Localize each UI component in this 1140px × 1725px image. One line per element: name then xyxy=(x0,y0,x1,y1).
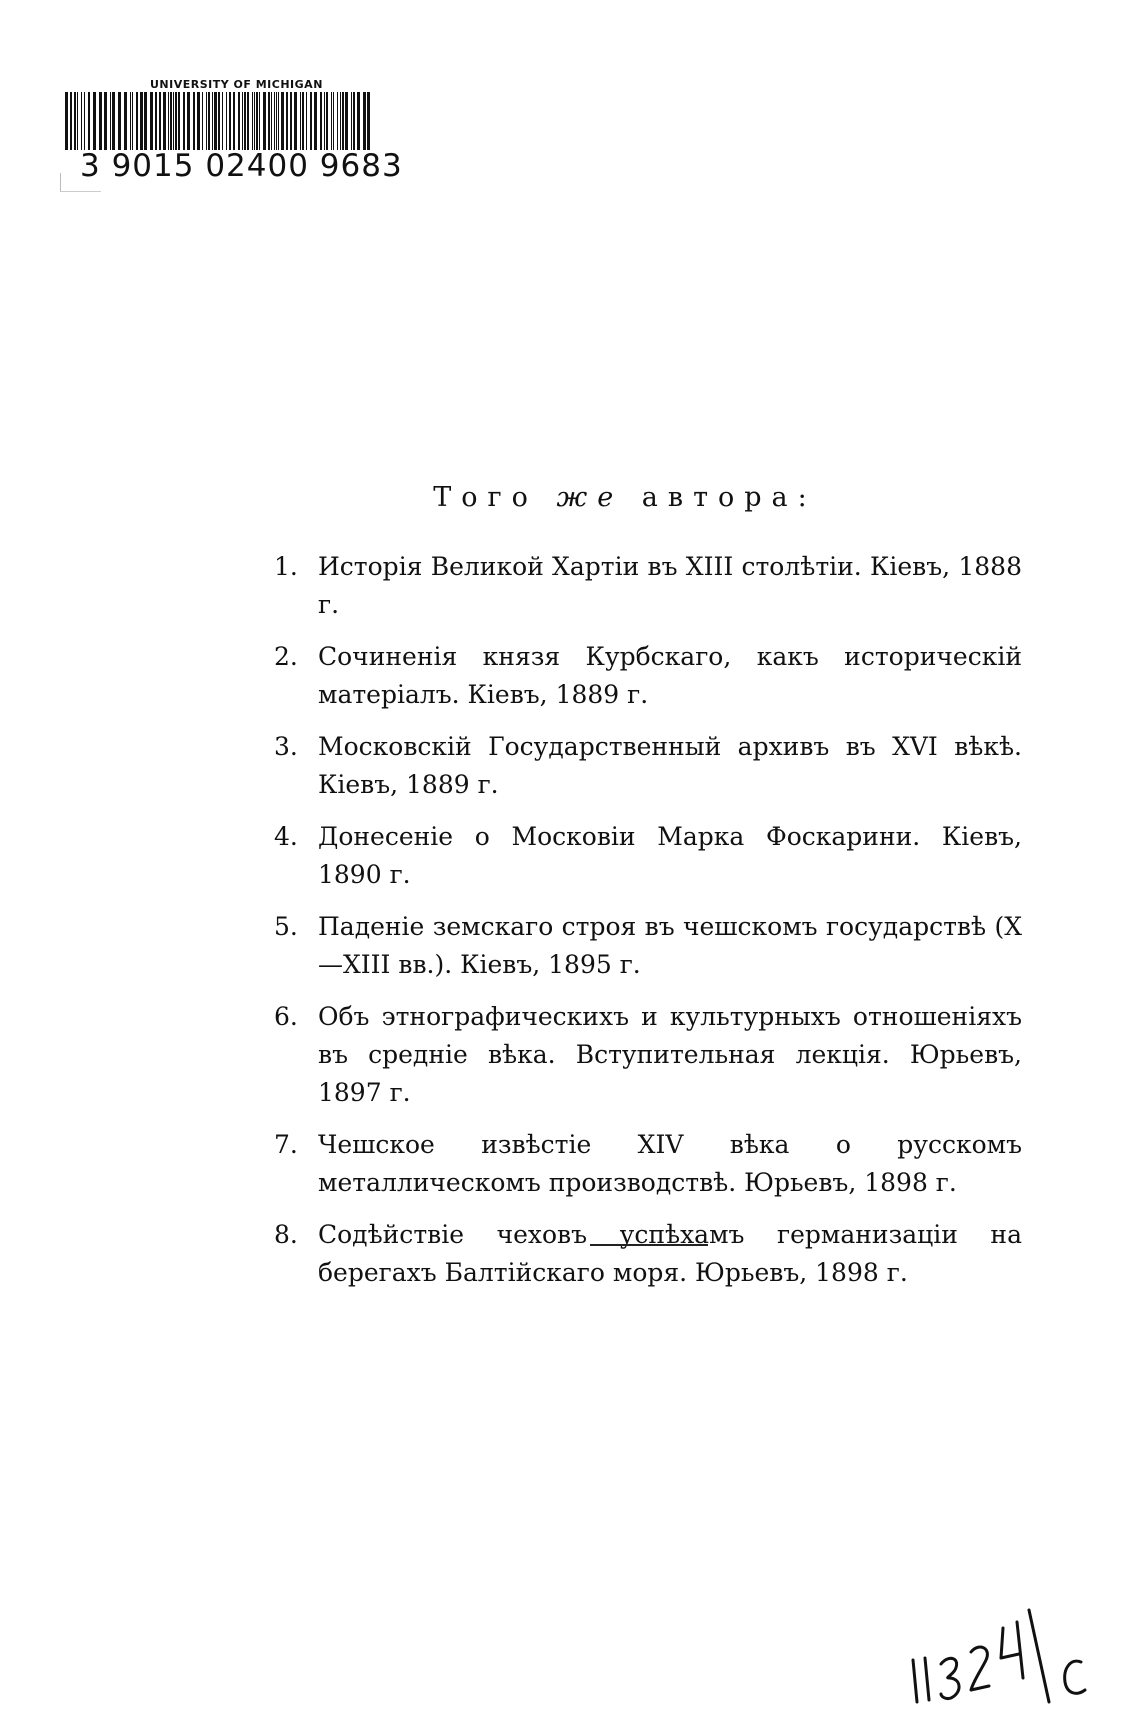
list-item xyxy=(262,638,1022,714)
barcode-bar xyxy=(340,92,341,150)
barcode-bar xyxy=(193,92,195,150)
barcode-bar xyxy=(140,92,143,150)
barcode-bar xyxy=(333,92,334,150)
item-text: Сочиненія князя Курбскаго, какъ историческій матеріалъ. Кіевъ, 1889 г. xyxy=(318,642,1022,709)
barcode-bar xyxy=(88,92,90,150)
barcode-bar xyxy=(175,92,177,150)
barcode-bar xyxy=(81,92,82,150)
barcode-bar xyxy=(202,92,203,150)
barcode-bar xyxy=(206,92,207,150)
barcode-bar xyxy=(229,92,231,150)
barcode-bar xyxy=(274,92,275,150)
item-number: 5. xyxy=(274,912,298,941)
barcode-bar xyxy=(276,92,277,150)
item-text: Паденіе земскаго строя въ чешскомъ государствѣ (X—XIII вв.). Кіевъ, 1895 г. xyxy=(318,912,1022,979)
item-number: 3. xyxy=(274,732,298,761)
barcode-bar xyxy=(286,92,288,150)
handwritten-call-number xyxy=(905,1598,1095,1708)
barcode-bar xyxy=(244,92,246,150)
barcode-bar xyxy=(155,92,157,150)
barcode-bar xyxy=(314,92,317,150)
barcode-bar xyxy=(168,92,169,150)
barcode-bars xyxy=(65,92,375,150)
barcode-bar xyxy=(65,92,68,150)
barcode-bar xyxy=(310,92,312,150)
barcode-bar xyxy=(357,92,360,150)
barcode-bar xyxy=(150,92,153,150)
list-item xyxy=(262,548,1022,624)
barcode-bar xyxy=(238,92,240,150)
barcode-bar xyxy=(367,92,370,150)
barcode-bar xyxy=(99,92,102,150)
barcode-bar xyxy=(351,92,352,150)
section-heading xyxy=(0,482,1140,513)
barcode-bar xyxy=(353,92,355,150)
barcode-bar xyxy=(132,92,133,150)
list-item xyxy=(262,908,1022,984)
label-edge xyxy=(60,173,101,192)
item-number: 1. xyxy=(274,552,298,581)
barcode-bar xyxy=(363,92,366,150)
barcode-bar xyxy=(281,92,284,150)
barcode-bar xyxy=(130,92,131,150)
heading-word-main: Того xyxy=(433,482,538,513)
barcode-bar xyxy=(110,92,111,150)
item-text: Донесеніе о Московіи Марка Фоскарини. Кіевъ, 1890 г. xyxy=(318,822,1022,889)
barcode-bar xyxy=(124,92,127,150)
barcode-bar xyxy=(256,92,258,150)
barcode-bar xyxy=(178,92,180,150)
barcode-bar xyxy=(163,92,166,150)
barcode-bar xyxy=(324,92,325,150)
barcode-bar xyxy=(326,92,328,150)
list-item xyxy=(262,1216,1022,1292)
barcode-bar xyxy=(254,92,255,150)
barcode-bar xyxy=(112,92,115,150)
barcode-bar xyxy=(93,92,96,150)
barcode-bar xyxy=(259,92,260,150)
list-item xyxy=(262,998,1022,1112)
barcode-bar xyxy=(197,92,200,150)
barcode-bar xyxy=(183,92,185,150)
barcode-bar xyxy=(302,92,304,150)
barcode-bar xyxy=(233,92,235,150)
barcode-bar xyxy=(342,92,344,150)
barcode-bar xyxy=(136,92,138,150)
barcode-bar xyxy=(242,92,243,150)
item-number: 8. xyxy=(274,1220,298,1249)
barcode-bar xyxy=(331,92,332,150)
barcode-bar xyxy=(173,92,174,150)
barcode-bar xyxy=(218,92,220,150)
barcode-bar xyxy=(84,92,85,150)
item-text: Объ этнографическихъ и культурныхъ отношеніяхъ въ средніе вѣка. Вступительная лекція. Юрьевъ, 1897 г. xyxy=(318,1002,1022,1107)
works-list xyxy=(262,548,1022,1306)
list-item xyxy=(262,1126,1022,1202)
item-text: Исторія Великой Хартіи въ XIII столѣтіи. Кіевъ, 1888 г. xyxy=(318,552,1022,619)
barcode-bar xyxy=(247,92,249,150)
barcode-bar xyxy=(294,92,297,150)
item-number: 6. xyxy=(274,1002,298,1031)
closing-rule xyxy=(590,1244,708,1246)
barcode-bar xyxy=(252,92,253,150)
barcode-bar xyxy=(337,92,338,150)
item-text: Чешское извѣстіе XIV вѣка о русскомъ металлическомъ производствѣ. Юрьевъ, 1898 г. xyxy=(318,1130,1022,1197)
barcode-bar xyxy=(345,92,348,150)
barcode-bar xyxy=(226,92,227,150)
barcode-bar xyxy=(144,92,147,150)
barcode-bar xyxy=(70,92,72,150)
barcode-bar xyxy=(306,92,307,150)
list-item xyxy=(262,818,1022,894)
barcode-institution: UNIVERSITY OF MICHIGAN xyxy=(150,78,323,91)
barcode-bar xyxy=(104,92,107,150)
barcode-bar xyxy=(222,92,223,150)
barcode-bar xyxy=(208,92,210,150)
heading-word-italic: же xyxy=(556,482,624,513)
barcode-bar xyxy=(290,92,292,150)
item-number: 2. xyxy=(274,642,298,671)
barcode-bar xyxy=(159,92,161,150)
barcode-bar xyxy=(214,92,217,150)
barcode-bar xyxy=(271,92,272,150)
barcode-bar xyxy=(320,92,322,150)
item-text: Московскій Государственный архивъ въ XVI вѣкѣ. Кіевъ, 1889 г. xyxy=(318,732,1022,799)
library-barcode-label xyxy=(60,78,403,193)
item-number: 7. xyxy=(274,1130,298,1159)
barcode-bar xyxy=(278,92,279,150)
item-text: Содѣйствіе чеховъ успѣхамъ германизаціи на берегахъ Балтійскаго моря. Юрьевъ, 1898 г. xyxy=(318,1220,1022,1287)
barcode-bar xyxy=(77,92,78,150)
barcode-bar xyxy=(212,92,213,150)
barcode-bar xyxy=(300,92,301,150)
barcode-bar xyxy=(118,92,121,150)
barcode-bar xyxy=(268,92,270,150)
barcode-bar xyxy=(74,92,76,150)
heading-word-rest: автора: xyxy=(641,482,817,513)
barcode-bar xyxy=(187,92,190,150)
barcode-bar xyxy=(170,92,172,150)
item-number: 4. xyxy=(274,822,298,851)
barcode-bar xyxy=(263,92,266,150)
barcode-number: 3 9015 02400 9683 xyxy=(80,148,403,184)
list-item xyxy=(262,728,1022,804)
